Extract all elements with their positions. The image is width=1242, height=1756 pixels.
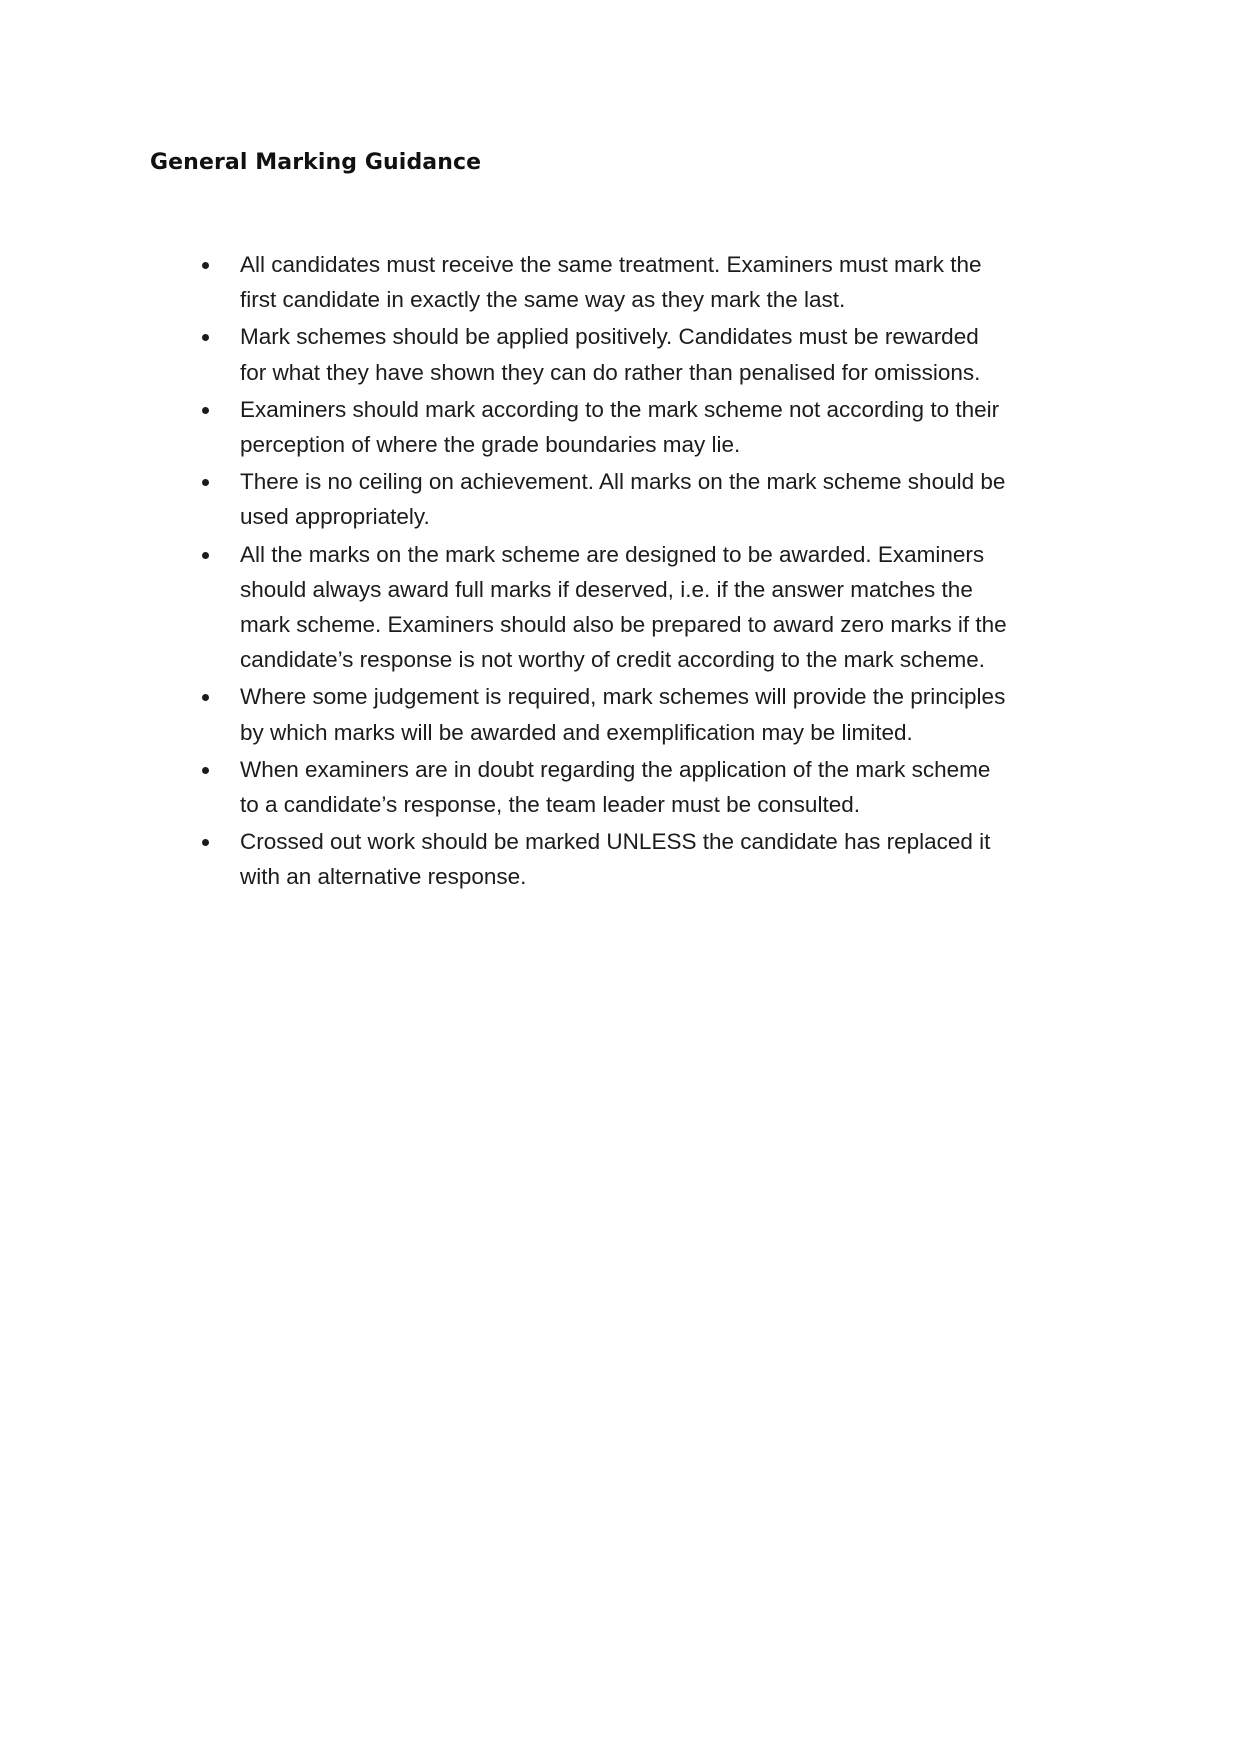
list-item [240, 464, 1010, 534]
bullet-icon [202, 407, 209, 414]
list-item [240, 679, 1010, 749]
guidance-list [240, 247, 1010, 897]
bullet-icon [202, 262, 209, 269]
bullet-icon [202, 767, 209, 774]
list-item [240, 392, 1010, 462]
list-item-text: Where some judgement is required, mark schemes will provide the principles by which marks will be awarded and exemplification may be limited. [240, 684, 1006, 745]
bullet-icon [202, 839, 209, 846]
list-item-text: Examiners should mark according to the mark scheme not according to their perception of where the grade boundaries may lie. [240, 396, 1000, 458]
list-item-text: Crossed out work should be marked UNLESS the candidate has replaced it with an alternative response. [240, 829, 991, 890]
bullet-icon [202, 334, 209, 341]
list-item [240, 824, 1010, 894]
list-item [240, 752, 1010, 822]
list-item-text: All the marks on the mark scheme are designed to be awarded. Examiners should always award full marks if deserved, i.e. if the answer matches the mark scheme. Examiners should also be prepared to award zero marks if the candidate’s response is not worthy of credit according to the mark scheme. [240, 541, 1007, 673]
list-item-text: There is no ceiling on achievement. All marks on the mark scheme should be used appropriately. [240, 469, 1006, 530]
list-item-text: Mark schemes should be applied positively. Candidates must be rewarded for what they have shown they can do rather than penalised for omissions. [240, 324, 981, 385]
bullet-icon [202, 694, 209, 701]
bullet-icon [202, 552, 209, 559]
list-item-text: All candidates must receive the same treatment. Examiners must mark the first candidate in exactly the same way as they mark the last. [240, 252, 982, 313]
list-item [240, 247, 1010, 317]
list-item [240, 319, 1010, 389]
list-item-text: When examiners are in doubt regarding the application of the mark scheme to a candidate’s response, the team leader must be consulted. [240, 756, 991, 818]
bullet-icon [202, 479, 209, 486]
page-heading: General Marking Guidance [150, 150, 482, 175]
list-item [240, 537, 1010, 678]
